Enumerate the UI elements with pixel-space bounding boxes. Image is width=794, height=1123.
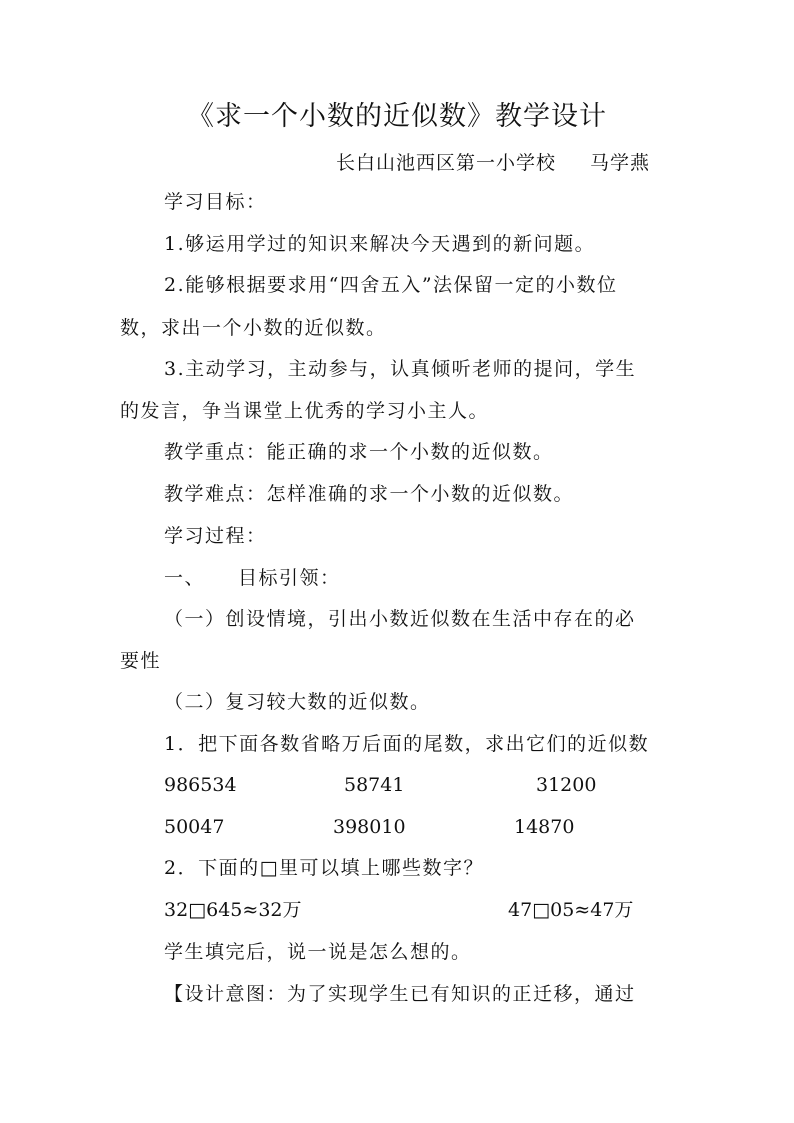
key-point: 教学重点：能正确的求一个小数的近似数。 xyxy=(164,441,554,463)
goal-2-line-2: 数，求出一个小数的近似数。 xyxy=(120,317,387,339)
sub-2: （二）复习较大数的近似数。 xyxy=(164,691,431,713)
sub-1-line-2: 要性 xyxy=(120,650,162,672)
number-item: 14870 xyxy=(514,816,575,838)
school-name: 长白山池西区第一小学校 xyxy=(336,152,557,174)
number-item: 58741 xyxy=(344,774,405,796)
goal-3-line-1: 3.主动学习，主动参与，认真倾听老师的提问，学生 xyxy=(164,358,637,380)
step-1-marker: 一、 xyxy=(164,567,206,589)
design-intent: 【设计意图：为了实现学生已有知识的正迁移，通过 xyxy=(164,983,636,1005)
goal-1: 1.够运用学过的知识来解决今天遇到的新问题。 xyxy=(164,233,596,255)
number-item: 50047 xyxy=(164,816,225,838)
section-process-heading: 学习过程： xyxy=(164,525,267,547)
author-line xyxy=(336,148,650,175)
difficult-point: 教学难点：怎样准确的求一个小数的近似数。 xyxy=(164,483,575,505)
number-item: 398010 xyxy=(333,816,406,838)
number-item: 986534 xyxy=(164,774,237,796)
step-1-label: 目标引领： xyxy=(238,567,341,589)
sub-1-line-1: （一）创设情境，引出小数近似数在生活中存在的必 xyxy=(164,608,636,630)
exercise-1: 1．把下面各数省略万后面的尾数，求出它们的近似数 xyxy=(164,733,650,755)
section-goals-heading: 学习目标： xyxy=(164,191,267,213)
after-fill-note: 学生填完后，说一说是怎么想的。 xyxy=(164,941,472,963)
fill-item-2: 47□05≈47万 xyxy=(508,899,634,921)
page-title: 《求一个小数的近似数》教学设计 xyxy=(187,101,607,132)
exercise-2: 2．下面的□里可以填上哪些数字？ xyxy=(164,857,485,879)
author-name: 马学燕 xyxy=(590,152,651,174)
fill-item-1: 32□645≈32万 xyxy=(164,899,302,921)
goal-3-line-2: 的发言，争当课堂上优秀的学习小主人。 xyxy=(120,400,490,422)
goal-2-line-1: 2.能够根据要求用“四舍五入”法保留一定的小数位 xyxy=(164,274,618,296)
number-item: 31200 xyxy=(536,774,597,796)
